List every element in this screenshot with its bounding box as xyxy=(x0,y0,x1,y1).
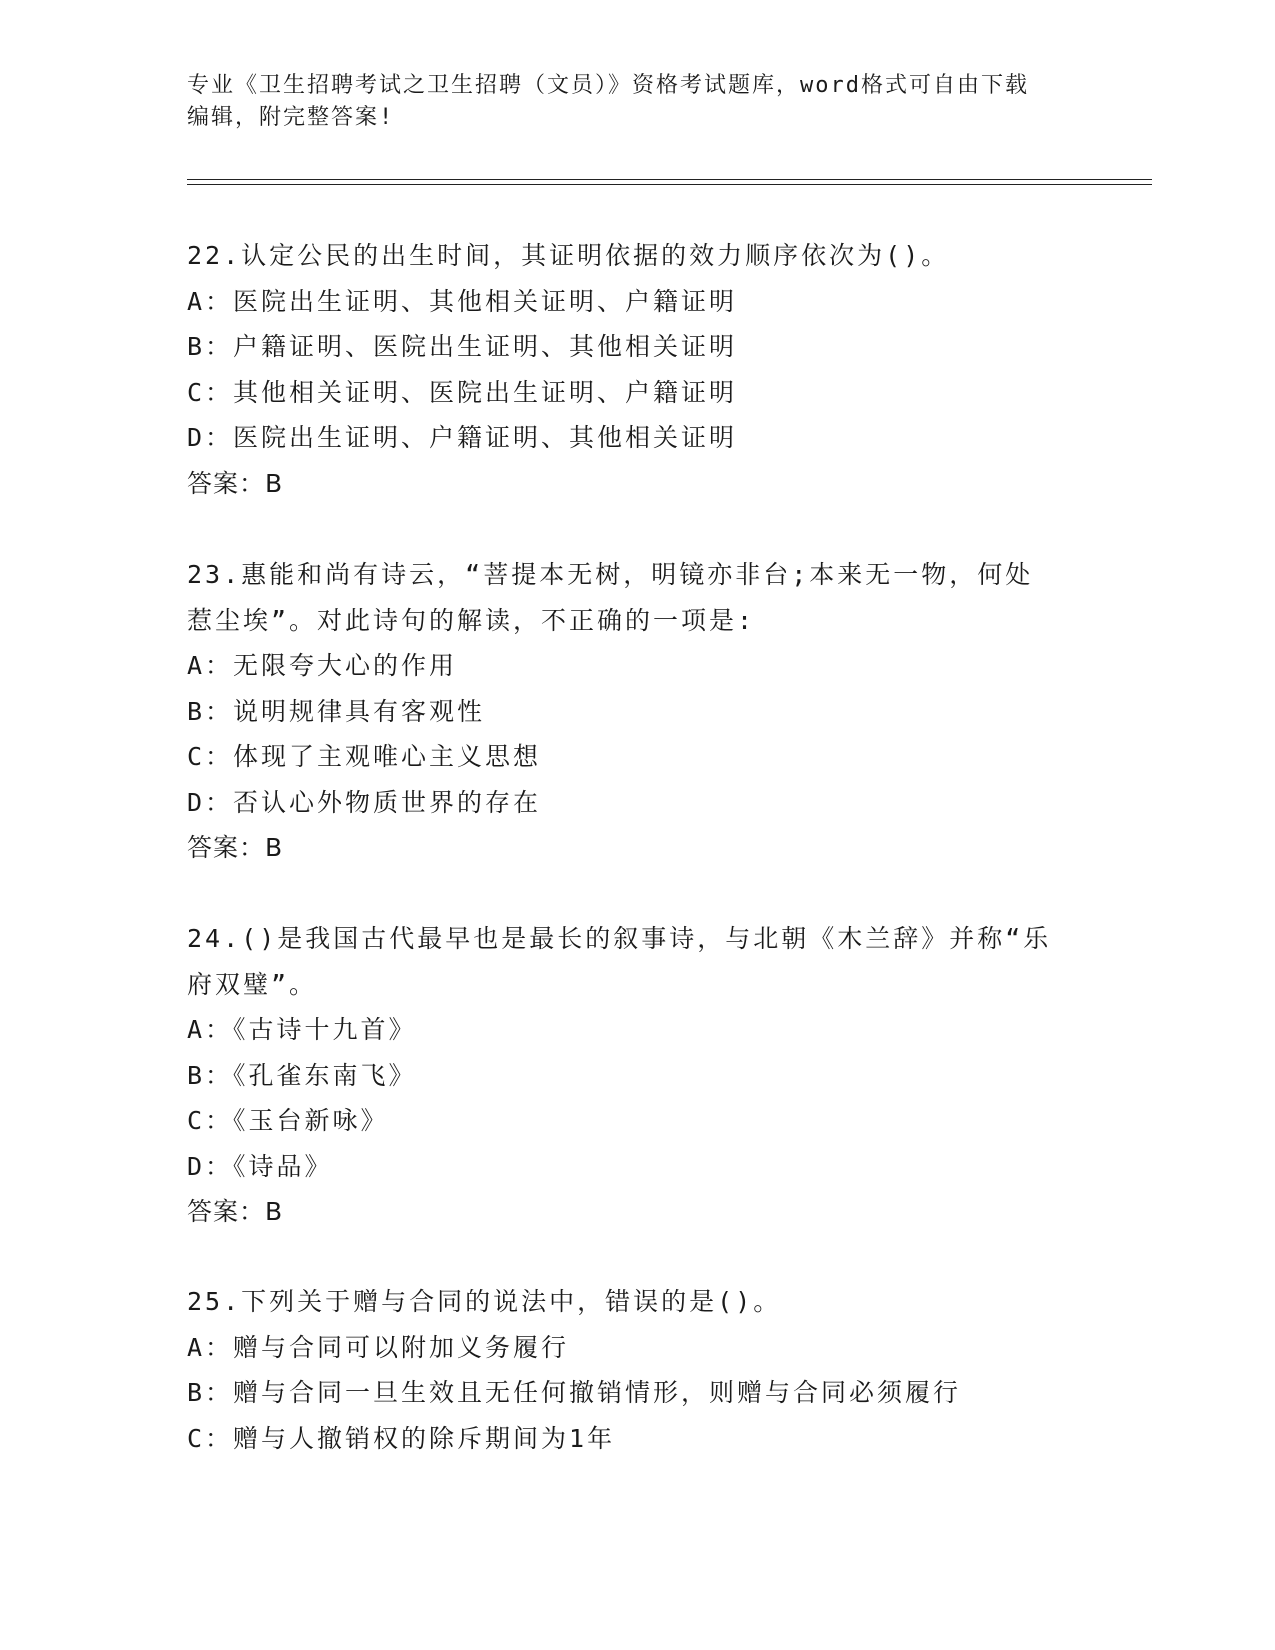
question-stem: 22.认定公民的出生时间，其证明依据的效力顺序依次为()。 xyxy=(187,241,950,270)
document-header xyxy=(187,70,1087,134)
option-a: A：无限夸大心的作用 xyxy=(187,651,458,680)
header-line-2: 编辑，附完整答案! xyxy=(187,105,395,130)
answer-line: 答案：B xyxy=(187,1197,284,1226)
option-b: B：《孔雀东南飞》 xyxy=(187,1060,417,1090)
option-d: D：医院出生证明、户籍证明、其他相关证明 xyxy=(187,423,738,452)
question-stem: 24.()是我国古代最早也是最长的叙事诗，与北朝《木兰辞》并称“乐 xyxy=(187,924,1052,953)
option-a: A：《古诗十九首》 xyxy=(187,1015,417,1044)
question-stem: 25.下列关于赠与合同的说法中，错误的是()。 xyxy=(187,1287,782,1316)
option-c: C：赠与人撤销权的除斥期间为1年 xyxy=(187,1423,616,1453)
header-divider-bottom xyxy=(187,184,1152,185)
option-d: D：《诗品》 xyxy=(187,1151,333,1181)
question-24 xyxy=(187,916,1067,1235)
question-25 xyxy=(187,1279,1067,1461)
header-divider-top xyxy=(187,179,1152,180)
option-b: B：赠与合同一旦生效且无任何撤销情形，则赠与合同必须履行 xyxy=(187,1378,962,1407)
question-22 xyxy=(187,233,1067,506)
answer-line: 答案：B xyxy=(187,468,284,498)
question-stem: 23.惠能和尚有诗云，“菩提本无树，明镜亦非台;本来无一物，何处 xyxy=(187,560,1034,589)
option-a: A：赠与合同可以附加义务履行 xyxy=(187,1332,570,1362)
header-line-1: 专业《卫生招聘考试之卫生招聘（文员）》资格考试题库，word格式可自由下载 xyxy=(187,73,1029,98)
option-c: C：其他相关证明、医院出生证明、户籍证明 xyxy=(187,377,738,407)
option-a: A：医院出生证明、其他相关证明、户籍证明 xyxy=(187,286,738,316)
answer-line: 答案：B xyxy=(187,833,284,862)
question-stem-continued: 府双璧”。 xyxy=(187,969,318,999)
question-stem-continued: 惹尘埃”。对此诗句的解读，不正确的一项是: xyxy=(187,605,756,635)
question-23 xyxy=(187,552,1067,871)
option-c: C：《玉台新咏》 xyxy=(187,1106,389,1135)
option-b: B：户籍证明、医院出生证明、其他相关证明 xyxy=(187,332,738,361)
option-b: B：说明规律具有客观性 xyxy=(187,696,486,726)
option-d: D：否认心外物质世界的存在 xyxy=(187,787,542,817)
option-c: C：体现了主观唯心主义思想 xyxy=(187,742,542,771)
